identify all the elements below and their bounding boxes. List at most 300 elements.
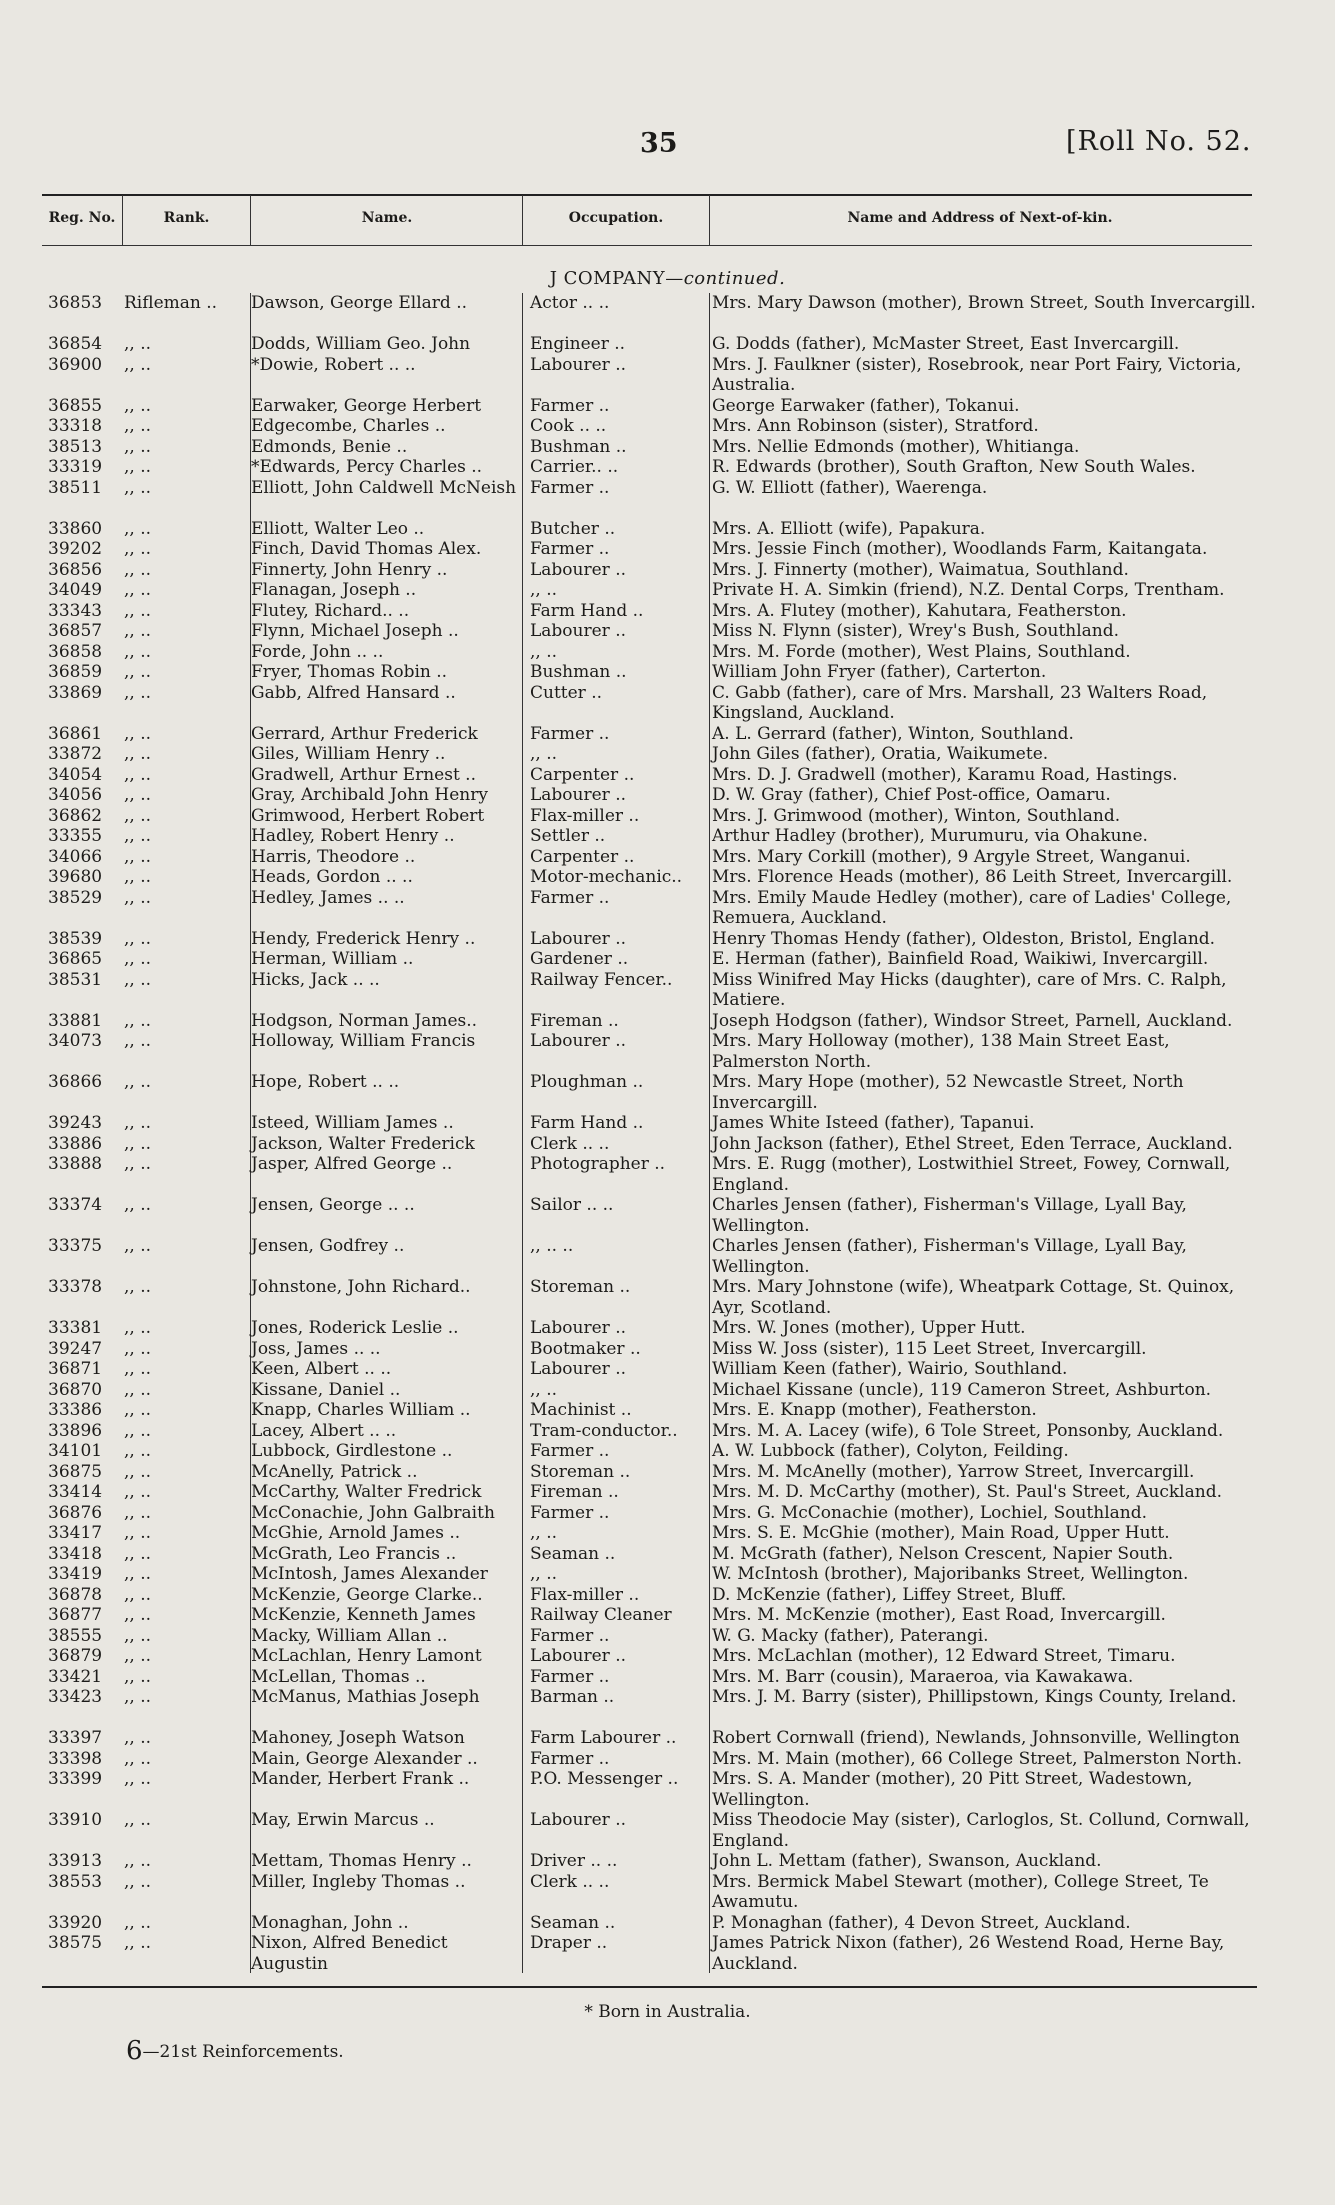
col-header-name: Name. [361,210,413,226]
reg-no-cell: 33910 [48,1810,103,1830]
occupation-cell: Farmer .. [530,539,610,559]
reg-no-cell: 38575 [48,1933,103,1953]
reg-no-cell: 38531 [48,969,103,990]
table-row [0,1277,1335,1318]
next-of-kin-cell: William John Fryer (father), Carterton. [712,662,1047,682]
name-cell: Elliott, John Caldwell McNeish [251,477,517,498]
next-of-kin-cell: Charles Jensen (father), Fisherman's Village, Lyall Bay, Wellington. [712,1195,1187,1236]
occupation-cell: Farmer .. [530,1502,610,1523]
occupation-cell: ,, .. [530,641,558,662]
occupation-cell: Farmer .. [530,1748,610,1769]
roll-table [0,293,1335,1974]
reg-no-cell: 33343 [48,600,103,621]
occupation-cell: Labourer .. [530,621,627,641]
rank-cell: ,, .. [124,1113,152,1133]
column-divider [250,195,251,245]
next-of-kin-cell: James Patrick Nixon (father), 26 Westend Road, Herne Bay, Auckland. [712,1933,1225,1974]
name-cell: Harris, Theodore .. [251,846,416,867]
occupation-cell: Flax-miller .. [530,805,640,826]
table-row [0,1585,1335,1606]
next-of-kin-cell: E. Herman (father), Bainfield Road, Waikiwi, Invercargill. [712,949,1209,969]
rank-cell: ,, .. [124,621,152,641]
table-row [0,1031,1335,1072]
name-cell: Monaghan, John .. [251,1912,409,1933]
table-row [0,1072,1335,1113]
occupation-cell: Fireman .. [530,1482,619,1502]
table-row [0,416,1335,437]
reg-no-cell: 33423 [48,1687,103,1707]
reg-no-cell: 36858 [48,641,103,662]
reg-no-cell: 36859 [48,662,103,682]
table-row [0,1318,1335,1339]
next-of-kin-cell: John Giles (father), Oratia, Waikumete. [712,744,1049,764]
reg-no-cell: 33896 [48,1420,103,1441]
rank-cell: ,, .. [124,1031,152,1051]
next-of-kin-cell: Mrs. A. Flutey (mother), Kahutara, Featherston. [712,600,1127,621]
rank-cell: ,, .. [124,1871,152,1892]
name-cell: Gradwell, Arthur Ernest .. [251,764,476,785]
name-cell: McGrath, Leo Francis .. [251,1543,457,1564]
next-of-kin-cell: Mrs. M. Forde (mother), West Plains, Southland. [712,641,1131,662]
rank-cell: ,, .. [124,1010,152,1031]
rank-cell: ,, .. [124,662,152,682]
occupation-cell: Photographer .. [530,1154,666,1174]
table-row [0,1339,1335,1360]
next-of-kin-cell: Miss N. Flynn (sister), Wrey's Bush, Southland. [712,621,1120,641]
name-cell: Main, George Alexander .. [251,1748,478,1769]
occupation-cell: Bushman .. [530,436,627,457]
name-cell: Finch, David Thomas Alex. [251,539,482,559]
name-cell: McConachie, John Galbraith [251,1502,495,1523]
next-of-kin-cell: Joseph Hodgson (father), Windsor Street, Parnell, Auckland. [712,1010,1233,1031]
name-cell: May, Erwin Marcus .. [251,1810,435,1830]
reg-no-cell: 38511 [48,477,103,498]
occupation-cell: Barman .. [530,1687,615,1707]
occupation-cell: Actor .. .. [530,293,610,313]
next-of-kin-cell: Mrs. J. Grimwood (mother), Winton, Southland. [712,805,1121,826]
table-row [0,334,1335,355]
table-row [0,888,1335,929]
next-of-kin-cell: Mrs. Emily Maude Hedley (mother), care of Ladies' College, Remuera, Auckland. [712,887,1232,928]
next-of-kin-cell: M. McGrath (father), Nelson Crescent, Napier South. [712,1543,1174,1564]
next-of-kin-cell: Mrs. M. Main (mother), 66 College Street, Palmerston North. [712,1748,1243,1769]
name-cell: Jasper, Alfred George .. [251,1154,453,1174]
occupation-cell: Labourer .. [530,1646,627,1666]
occupation-cell: Carrier.. .. [530,457,619,477]
top-rule [42,194,1252,196]
rank-cell: ,, .. [124,1359,152,1379]
signature-text: —21st Reinforcements. [142,2042,344,2062]
next-of-kin-cell: George Earwaker (father), Tokanui. [712,395,1020,416]
table-row [0,1605,1335,1626]
occupation-cell: Seaman .. [530,1912,616,1933]
table-row [0,1810,1335,1851]
name-cell: Miller, Ingleby Thomas .. [251,1871,466,1892]
rank-cell: ,, .. [124,764,152,785]
next-of-kin-cell: G. Dodds (father), McMaster Street, East Invercargill. [712,334,1180,354]
column-divider [522,195,523,245]
reg-no-cell: 36900 [48,354,103,375]
name-cell: Hope, Robert .. .. [251,1072,400,1092]
rank-cell: ,, .. [124,1338,152,1359]
next-of-kin-cell: Miss Theodocie May (sister), Carloglos, St. Collund, Cornwall, England. [712,1810,1250,1851]
col-header-reg: Reg. No. [48,210,116,226]
occupation-cell: Farmer .. [530,887,610,908]
rank-cell: ,, .. [124,1154,152,1174]
rank-cell: ,, .. [124,1318,152,1338]
occupation-cell: Labourer .. [530,559,627,580]
next-of-kin-cell: Robert Cornwall (friend), Newlands, Johnsonville, Wellington [712,1728,1240,1748]
rank-cell: ,, .. [124,1564,152,1584]
rank-cell: ,, .. [124,1543,152,1564]
rank-cell: ,, .. [124,1810,152,1830]
rank-cell: ,, .. [124,334,152,354]
name-cell: Herman, William .. [251,949,414,969]
column-divider [122,195,123,245]
table-row [0,1011,1335,1032]
occupation-cell: ,, .. [530,1523,558,1543]
name-cell: McIntosh, James Alexander [251,1564,488,1584]
reg-no-cell: 33375 [48,1236,103,1256]
table-row [0,1113,1335,1134]
rank-cell: ,, .. [124,1912,152,1933]
name-cell: Hedley, James .. .. [251,887,405,908]
name-cell: Joss, James .. .. [251,1338,381,1359]
name-cell: Fryer, Thomas Robin .. [251,662,448,682]
rank-cell: ,, .. [124,436,152,457]
reg-no-cell: 34101 [48,1441,103,1461]
reg-no-cell: 33319 [48,457,103,477]
occupation-cell: Settler .. [530,826,606,846]
reg-no-cell: 33886 [48,1133,103,1154]
next-of-kin-cell: Mrs. E. Knapp (mother), Featherston. [712,1400,1037,1420]
rank-cell: ,, .. [124,846,152,867]
table-row [0,1134,1335,1155]
occupation-cell: P.O. Messenger .. [530,1769,679,1789]
rank-cell: Rifleman .. [124,293,218,313]
reg-no-cell: 36862 [48,805,103,826]
name-cell: Mahoney, Joseph Watson [251,1728,465,1748]
reg-no-cell: 39202 [48,539,103,559]
next-of-kin-cell: Mrs. Mary Holloway (mother), 138 Main Street East, Palmerston North. [712,1031,1170,1072]
name-cell: *Dowie, Robert .. .. [251,354,416,375]
next-of-kin-cell: Mrs. Mary Hope (mother), 52 Newcastle Street, North Invercargill. [712,1072,1184,1113]
table-row [0,601,1335,622]
next-of-kin-cell: Mrs. J. Faulkner (sister), Rosebrook, near Port Fairy, Victoria, Australia. [712,354,1242,395]
reg-no-cell: 34066 [48,846,103,867]
next-of-kin-cell: W. G. Macky (father), Paterangi. [712,1625,989,1646]
name-cell: Edmonds, Benie .. [251,436,408,457]
occupation-cell: Labourer .. [530,1810,627,1830]
occupation-cell: Sailor .. .. [530,1195,614,1215]
name-cell: Flanagan, Joseph .. [251,580,417,600]
reg-no-cell: 33888 [48,1154,103,1174]
next-of-kin-cell: Michael Kissane (uncle), 119 Cameron Street, Ashburton. [712,1379,1212,1400]
table-row [0,580,1335,601]
table-row [0,478,1335,519]
reg-no-cell: 38553 [48,1871,103,1892]
name-cell: McKenzie, George Clarke.. [251,1584,483,1605]
occupation-cell: Storeman .. [530,1277,631,1297]
occupation-cell: Labourer .. [530,1031,627,1051]
rank-cell: ,, .. [124,580,152,600]
next-of-kin-cell: Mrs. G. McConachie (mother), Lochiel, Southland. [712,1502,1148,1523]
occupation-cell: Fireman .. [530,1010,619,1031]
occupation-cell: Labourer .. [530,785,627,805]
rank-cell: ,, .. [124,1420,152,1441]
table-row [0,1646,1335,1667]
name-cell: McGhie, Arnold James .. [251,1523,461,1543]
name-cell: Nixon, Alfred Benedict Augustin [251,1933,448,1974]
next-of-kin-cell: Miss W. Joss (sister), 115 Leet Street, Invercargill. [712,1338,1147,1359]
company-heading [0,268,1335,289]
table-row [0,867,1335,888]
rank-cell: ,, .. [124,1933,152,1953]
rank-cell: ,, .. [124,457,152,477]
rank-cell: ,, .. [124,1379,152,1400]
name-cell: Knapp, Charles William .. [251,1400,471,1420]
name-cell: Holloway, William Francis [251,1031,476,1051]
reg-no-cell: 36861 [48,723,103,744]
reg-no-cell: 33418 [48,1543,103,1564]
name-cell: Finnerty, John Henry .. [251,559,448,580]
company-name: J COMPANY— [549,268,684,289]
next-of-kin-cell: Mrs. J. M. Barry (sister), Phillipstown, Kings County, Ireland. [712,1687,1237,1707]
reg-no-cell: 36854 [48,334,103,354]
reg-no-cell: 33414 [48,1482,103,1502]
table-row [0,806,1335,827]
rank-cell: ,, .. [124,1851,152,1871]
table-row [0,847,1335,868]
table-row [0,826,1335,847]
col-header-next-of-kin: Name and Address of Next-of-kin. [847,210,1113,226]
table-row [0,560,1335,581]
next-of-kin-cell: John Jackson (father), Ethel Street, Eden Terrace, Auckland. [712,1133,1233,1154]
occupation-cell: Labourer .. [530,928,627,949]
table-row [0,457,1335,478]
name-cell: Hendy, Frederick Henry .. [251,928,476,949]
reg-no-cell: 36876 [48,1502,103,1523]
occupation-cell: Clerk .. .. [530,1133,610,1154]
bottom-rule [42,1986,1257,1988]
next-of-kin-cell: Mrs. M. D. McCarthy (mother), St. Paul's Street, Auckland. [712,1482,1222,1502]
reg-no-cell: 33419 [48,1564,103,1584]
rank-cell: ,, .. [124,1748,152,1769]
table-row [0,683,1335,724]
table-row [0,1400,1335,1421]
name-cell: McKenzie, Kenneth James [251,1605,476,1625]
occupation-cell: Cutter .. [530,682,603,703]
table-row [0,642,1335,663]
next-of-kin-cell: Private H. A. Simkin (friend), N.Z. Dental Corps, Trentham. [712,580,1225,600]
rank-cell: ,, .. [124,1728,152,1748]
next-of-kin-cell: Mrs. J. Finnerty (mother), Waimatua, Southland. [712,559,1129,580]
occupation-cell: Farmer .. [530,1666,610,1687]
table-row [0,1195,1335,1236]
reg-no-cell: 33881 [48,1010,103,1031]
table-row [0,437,1335,458]
name-cell: Dawson, George Ellard .. [251,293,468,313]
next-of-kin-cell: Mrs. Nellie Edmonds (mother), Whitianga. [712,436,1080,457]
rank-cell: ,, .. [124,416,152,436]
reg-no-cell: 33860 [48,518,103,539]
occupation-cell: Carpenter .. [530,846,635,867]
next-of-kin-cell: D. McKenzie (father), Liffey Street, Bluff. [712,1584,1067,1605]
reg-no-cell: 33355 [48,826,103,846]
name-cell: Hicks, Jack .. .. [251,969,380,990]
occupation-cell: Farmer .. [530,477,610,498]
name-cell: Earwaker, George Herbert [251,395,482,416]
occupation-cell: Tram-conductor.. [530,1420,678,1441]
name-cell: Kissane, Daniel .. [251,1379,401,1400]
rank-cell: ,, .. [124,928,152,949]
reg-no-cell: 36875 [48,1461,103,1482]
next-of-kin-cell: Henry Thomas Hendy (father), Oldeston, Bristol, England. [712,928,1216,949]
next-of-kin-cell: Mrs. M. A. Lacey (wife), 6 Tole Street, Ponsonby, Auckland. [712,1420,1224,1441]
reg-no-cell: 33417 [48,1523,103,1543]
rank-cell: ,, .. [124,1236,152,1256]
table-row [0,1523,1335,1544]
rank-cell: ,, .. [124,1195,152,1215]
table-row [0,1626,1335,1647]
reg-no-cell: 36871 [48,1359,103,1379]
rank-cell: ,, .. [124,1625,152,1646]
next-of-kin-cell: Mrs. Ann Robinson (sister), Stratford. [712,416,1039,436]
name-cell: Dodds, William Geo. John [251,334,471,354]
rank-cell: ,, .. [124,539,152,559]
next-of-kin-cell: Mrs. S. A. Mander (mother), 20 Pitt Street, Wadestown, Wellington. [712,1769,1193,1810]
page-number: 35 [640,128,678,159]
rank-cell: ,, .. [124,559,152,580]
reg-no-cell: 39247 [48,1338,103,1359]
reg-no-cell: 38513 [48,436,103,457]
table-row [0,396,1335,417]
next-of-kin-cell: Mrs. D. J. Gradwell (mother), Karamu Road, Hastings. [712,764,1178,785]
occupation-cell: Farmer .. [530,1441,610,1461]
name-cell: Mettam, Thomas Henry .. [251,1851,472,1871]
next-of-kin-cell: William Keen (father), Wairio, Southland. [712,1359,1068,1379]
col-header-rank: Rank. [163,210,210,226]
col-header-occupation: Occupation. [568,210,664,226]
table-row [0,1667,1335,1688]
occupation-cell: Farmer .. [530,723,610,744]
reg-no-cell: 33386 [48,1400,103,1420]
next-of-kin-cell: Miss Winifred May Hicks (daughter), care of Mrs. C. Ralph, Matiere. [712,969,1227,1010]
table-row [0,1503,1335,1524]
rank-cell: ,, .. [124,1666,152,1687]
company-continued: continued. [683,268,786,289]
table-row [0,785,1335,806]
name-cell: Jensen, Godfrey .. [251,1236,405,1256]
rank-cell: ,, .. [124,969,152,990]
table-row [0,539,1335,560]
name-cell: McManus, Mathias Joseph [251,1687,480,1707]
rank-cell: ,, .. [124,1502,152,1523]
table-row [0,1421,1335,1442]
occupation-cell: Cook .. .. [530,416,607,436]
rank-cell: ,, .. [124,1461,152,1482]
next-of-kin-cell: James White Isteed (father), Tapanui. [712,1113,1035,1133]
rank-cell: ,, .. [124,1400,152,1420]
name-cell: McCarthy, Walter Fredrick [251,1482,482,1502]
rank-cell: ,, .. [124,826,152,846]
rank-cell: ,, .. [124,1523,152,1543]
rank-cell: ,, .. [124,395,152,416]
next-of-kin-cell: R. Edwards (brother), South Grafton, New South Wales. [712,457,1196,477]
table-row [0,662,1335,683]
next-of-kin-cell: W. McIntosh (brother), Majoribanks Street, Wellington. [712,1564,1189,1584]
reg-no-cell: 36856 [48,559,103,580]
next-of-kin-cell: P. Monaghan (father), 4 Devon Street, Auckland. [712,1912,1131,1933]
next-of-kin-cell: Arthur Hadley (brother), Murumuru, via Ohakune. [712,826,1148,846]
reg-no-cell: 36878 [48,1584,103,1605]
next-of-kin-cell: Mrs. Bermick Mabel Stewart (mother), College Street, Te Awamutu. [712,1871,1209,1912]
name-cell: McLellan, Thomas .. [251,1666,426,1687]
occupation-cell: Farm Hand .. [530,1113,644,1133]
table-row [0,519,1335,540]
next-of-kin-cell: John L. Mettam (father), Swanson, Auckland. [712,1851,1102,1871]
table-row [0,1851,1335,1872]
occupation-cell: ,, .. [530,1564,558,1584]
occupation-cell: Carpenter .. [530,764,635,785]
table-row [0,744,1335,765]
occupation-cell: Labourer .. [530,354,627,375]
rank-cell: ,, .. [124,867,152,887]
reg-no-cell: 34056 [48,785,103,805]
name-cell: Flynn, Michael Joseph .. [251,621,459,641]
next-of-kin-cell: Mrs. Mary Dawson (mother), Brown Street, South Invercargill. [712,293,1256,313]
rank-cell: ,, .. [124,1072,152,1092]
rank-cell: ,, .. [124,641,152,662]
occupation-cell: Gardener .. [530,949,629,969]
occupation-cell: Ploughman .. [530,1072,644,1092]
name-cell: Isteed, William James .. [251,1113,454,1133]
name-cell: Macky, William Allan .. [251,1625,448,1646]
table-row [0,1564,1335,1585]
reg-no-cell: 33381 [48,1318,103,1338]
table-row [0,970,1335,1011]
rank-cell: ,, .. [124,1646,152,1666]
name-cell: Keen, Albert .. .. [251,1359,392,1379]
table-row [0,1769,1335,1810]
occupation-cell: ,, .. [530,744,558,764]
rank-cell: ,, .. [124,1769,152,1789]
occupation-cell: Bootmaker .. [530,1338,641,1359]
name-cell: Gray, Archibald John Henry [251,785,488,805]
reg-no-cell: 36870 [48,1379,103,1400]
next-of-kin-cell: A. L. Gerrard (father), Winton, Southland. [712,723,1074,744]
reg-no-cell: 34049 [48,580,103,600]
occupation-cell: Farmer .. [530,395,610,416]
occupation-cell: Flax-miller .. [530,1584,640,1605]
name-cell: Lacey, Albert .. .. [251,1420,397,1441]
table-row [0,1913,1335,1934]
reg-no-cell: 33869 [48,682,103,703]
table-row [0,1749,1335,1770]
rank-cell: ,, .. [124,518,152,539]
next-of-kin-cell: Mrs. Mary Corkill (mother), 9 Argyle Street, Wanganui. [712,846,1191,867]
name-cell: McLachlan, Henry Lamont [251,1646,482,1666]
occupation-cell: Machinist .. [530,1400,632,1420]
reg-no-cell: 36855 [48,395,103,416]
reg-no-cell: 36866 [48,1072,103,1092]
column-divider [709,195,710,245]
table-row [0,929,1335,950]
occupation-cell: ,, .. [530,580,558,600]
table-row [0,1441,1335,1462]
next-of-kin-cell: Mrs. Florence Heads (mother), 86 Leith Street, Invercargill. [712,867,1233,887]
occupation-cell: Storeman .. [530,1461,631,1482]
